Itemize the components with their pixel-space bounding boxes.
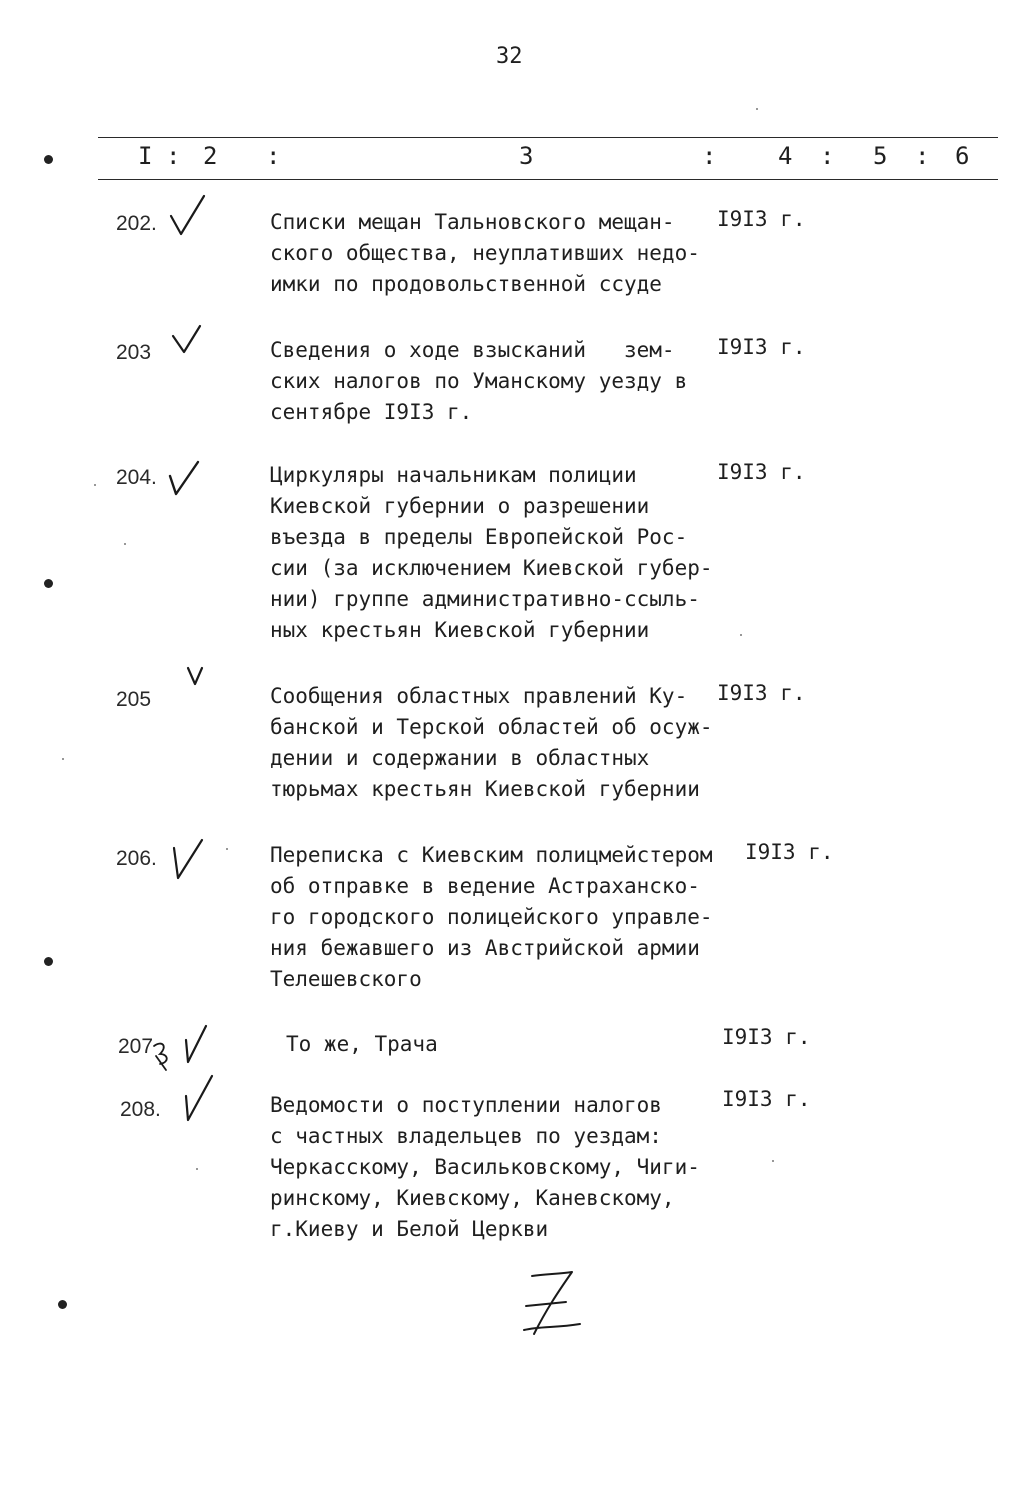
page-number: 32 (496, 44, 523, 69)
entry-description (270, 460, 730, 646)
table-header-top-rule (98, 137, 998, 138)
entry-number: 208. (120, 1098, 161, 1121)
entry-number: 206. (116, 847, 157, 870)
checkmark-icon (182, 1072, 222, 1122)
scan-speck (124, 543, 126, 545)
entry-line: нии) группе административно-ссыль- (270, 587, 700, 611)
entry-number: 202. (116, 212, 157, 235)
entry-year: I9I3 г. (717, 460, 806, 484)
entry-number: 207 (118, 1035, 154, 1058)
scan-speck (94, 484, 96, 486)
entry-line: ринскому, Киевскому, Каневскому, (270, 1186, 675, 1210)
entry-line: ных крестьян Киевской губернии (270, 618, 650, 642)
entry-description (270, 1090, 730, 1245)
checkmark-icon (170, 834, 210, 884)
entry-year: I9I3 г. (745, 840, 834, 864)
column-header-5: 5 (873, 142, 888, 170)
entry-year: I9I3 г. (722, 1025, 811, 1049)
entry-line: об отправке в ведение Астраханско- (270, 874, 700, 898)
column-header-6: 6 (955, 142, 970, 170)
entry-number: 203 (116, 341, 152, 364)
column-header-3: 3 (519, 142, 534, 170)
binding-hole (58, 1300, 67, 1309)
entry-line: ского общества, неуплативших недо- (270, 241, 700, 265)
table-header-bottom-rule (98, 179, 998, 180)
entry-number: 205 (116, 688, 152, 711)
checkmark-icon (170, 322, 210, 372)
entry-line: г.Киеву и Белой Церкви (270, 1217, 549, 1241)
checkmark-icon (168, 192, 208, 242)
entry-line: Списки мещан Тальновского мещан- (270, 210, 675, 234)
scan-speck (196, 1168, 198, 1170)
entry-year: I9I3 г. (717, 207, 806, 231)
entry-line: Ведомости о поступлении налогов (270, 1093, 662, 1117)
entry-line: Циркуляры начальникам полиции (270, 463, 637, 487)
entry-line: Переписка с Киевским полицмейстером (270, 843, 713, 867)
entry-line: с частных владельцев по уездам: (270, 1124, 662, 1148)
entry-year: I9I3 г. (722, 1087, 811, 1111)
handwritten-seven-mark (510, 1262, 590, 1342)
scan-speck (756, 108, 758, 110)
checkmark-icon (184, 664, 224, 714)
entry-line: Сведения о ходе взысканий зем- (270, 338, 675, 362)
column-separator: : (702, 142, 717, 170)
entry-year: I9I3 г. (717, 335, 806, 359)
binding-hole (44, 155, 53, 164)
entry-description (270, 207, 730, 300)
scan-speck (772, 1160, 774, 1162)
entry-line: тюрьмах крестьян Киевской губернии (270, 777, 700, 801)
entry-description (270, 681, 730, 805)
entry-line: Черкасскому, Васильковскому, Чиги- (270, 1155, 700, 1179)
entry-line: го городского полицейского управле- (270, 905, 713, 929)
column-separator: : (820, 142, 835, 170)
binding-hole (44, 957, 53, 966)
entry-line: ских налогов по Уманскому уезду в (270, 369, 688, 393)
entry-line: банской и Терской областей об осуж- (270, 715, 713, 739)
entry-line: дении и содержании в областных (270, 746, 650, 770)
column-header-2: 2 (203, 142, 218, 170)
column-separator: : (166, 142, 181, 170)
entry-line: Телешевского (270, 967, 422, 991)
column-separator: : (266, 142, 281, 170)
scan-speck (226, 848, 228, 850)
entry-line: сентябре I9I3 г. (270, 400, 473, 424)
entry-line: имки по продовольственной ссуде (270, 272, 662, 296)
checkmark-icon (182, 1022, 222, 1072)
column-separator: : (915, 142, 930, 170)
entry-line: ния бежавшего из Австрийской армии (270, 936, 700, 960)
entry-line: То же, Трача (286, 1032, 438, 1056)
column-header-4: 4 (778, 142, 793, 170)
entry-line: Сообщения областных правлений Ку- (270, 684, 688, 708)
entry-line: Киевской губернии о разрешении (270, 494, 650, 518)
binding-hole (44, 579, 53, 588)
column-header-1: I (138, 142, 153, 170)
checkmark-icon (166, 458, 206, 508)
scan-speck (62, 758, 64, 760)
entry-year: I9I3 г. (717, 681, 806, 705)
entry-description (270, 840, 730, 995)
entry-line: въезда в пределы Европейской Рос- (270, 525, 688, 549)
scan-speck (740, 634, 742, 636)
entry-number: 204. (116, 466, 157, 489)
entry-description (270, 335, 730, 428)
entry-line: сии (за исключением Киевской губер- (270, 556, 713, 580)
entry-description (286, 1029, 746, 1060)
